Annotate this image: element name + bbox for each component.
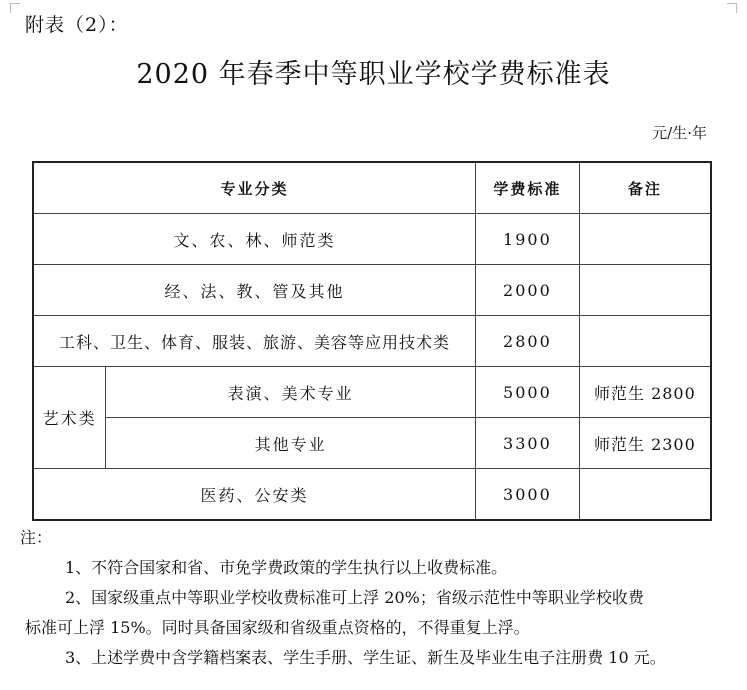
art-group-label: 艺术类 [33, 367, 106, 469]
row-fee: 1900 [476, 214, 580, 265]
page-corner-mark-right [727, 3, 737, 13]
fee-standard-table [32, 161, 712, 521]
row-remarks [579, 316, 711, 367]
table-row [33, 265, 711, 316]
row-remarks: 师范生 2300 [579, 418, 711, 469]
note-item: 3、上述学费中含学籍档案表、学生手册、学生证、新生及毕业生电子注册费 10 元。 [65, 648, 666, 667]
table-row [33, 418, 711, 469]
table-row [33, 214, 711, 265]
note-item-continued: 标准可上浮 15%。同时具备国家级和省级重点资格的，不得重复上浮。 [25, 618, 530, 637]
row-category: 医药、公安类 [33, 469, 476, 521]
row-category: 表演、美术专业 [106, 367, 476, 418]
note-item: 1、不符合国家和省、市免学费政策的学生执行以上收费标准。 [65, 558, 508, 577]
note-item: 2、国家级重点中等职业学校收费标准可上浮 20%；省级示范性中等职业学校收费 [65, 588, 644, 607]
row-remarks: 师范生 2800 [579, 367, 711, 418]
table-header-row [33, 162, 711, 214]
row-category: 经、法、教、管及其他 [33, 265, 476, 316]
row-remarks [579, 214, 711, 265]
header-fee: 学费标准 [476, 162, 580, 214]
row-fee: 5000 [476, 367, 580, 418]
row-category: 工科、卫生、体育、服装、旅游、美容等应用技术类 [33, 316, 476, 367]
row-fee: 2800 [476, 316, 580, 367]
table-row [33, 316, 711, 367]
unit-label: 元/生·年 [652, 124, 707, 142]
row-fee: 2000 [476, 265, 580, 316]
row-remarks [579, 265, 711, 316]
header-category: 专业分类 [33, 162, 476, 214]
notes-section [20, 523, 720, 673]
table-row [33, 367, 711, 418]
row-remarks [579, 469, 711, 521]
appendix-label: 附表（2）： [25, 14, 129, 36]
table-row [33, 469, 711, 521]
row-category: 其他专业 [106, 418, 476, 469]
page-corner-mark-left [10, 3, 20, 13]
header-remarks: 备注 [579, 162, 711, 214]
document-title: 2020 年春季中等职业学校学费标准表 [136, 59, 611, 90]
row-fee: 3000 [476, 469, 580, 521]
row-category: 文、农、林、师范类 [33, 214, 476, 265]
row-fee: 3300 [476, 418, 580, 469]
notes-heading: 注： [20, 528, 53, 547]
